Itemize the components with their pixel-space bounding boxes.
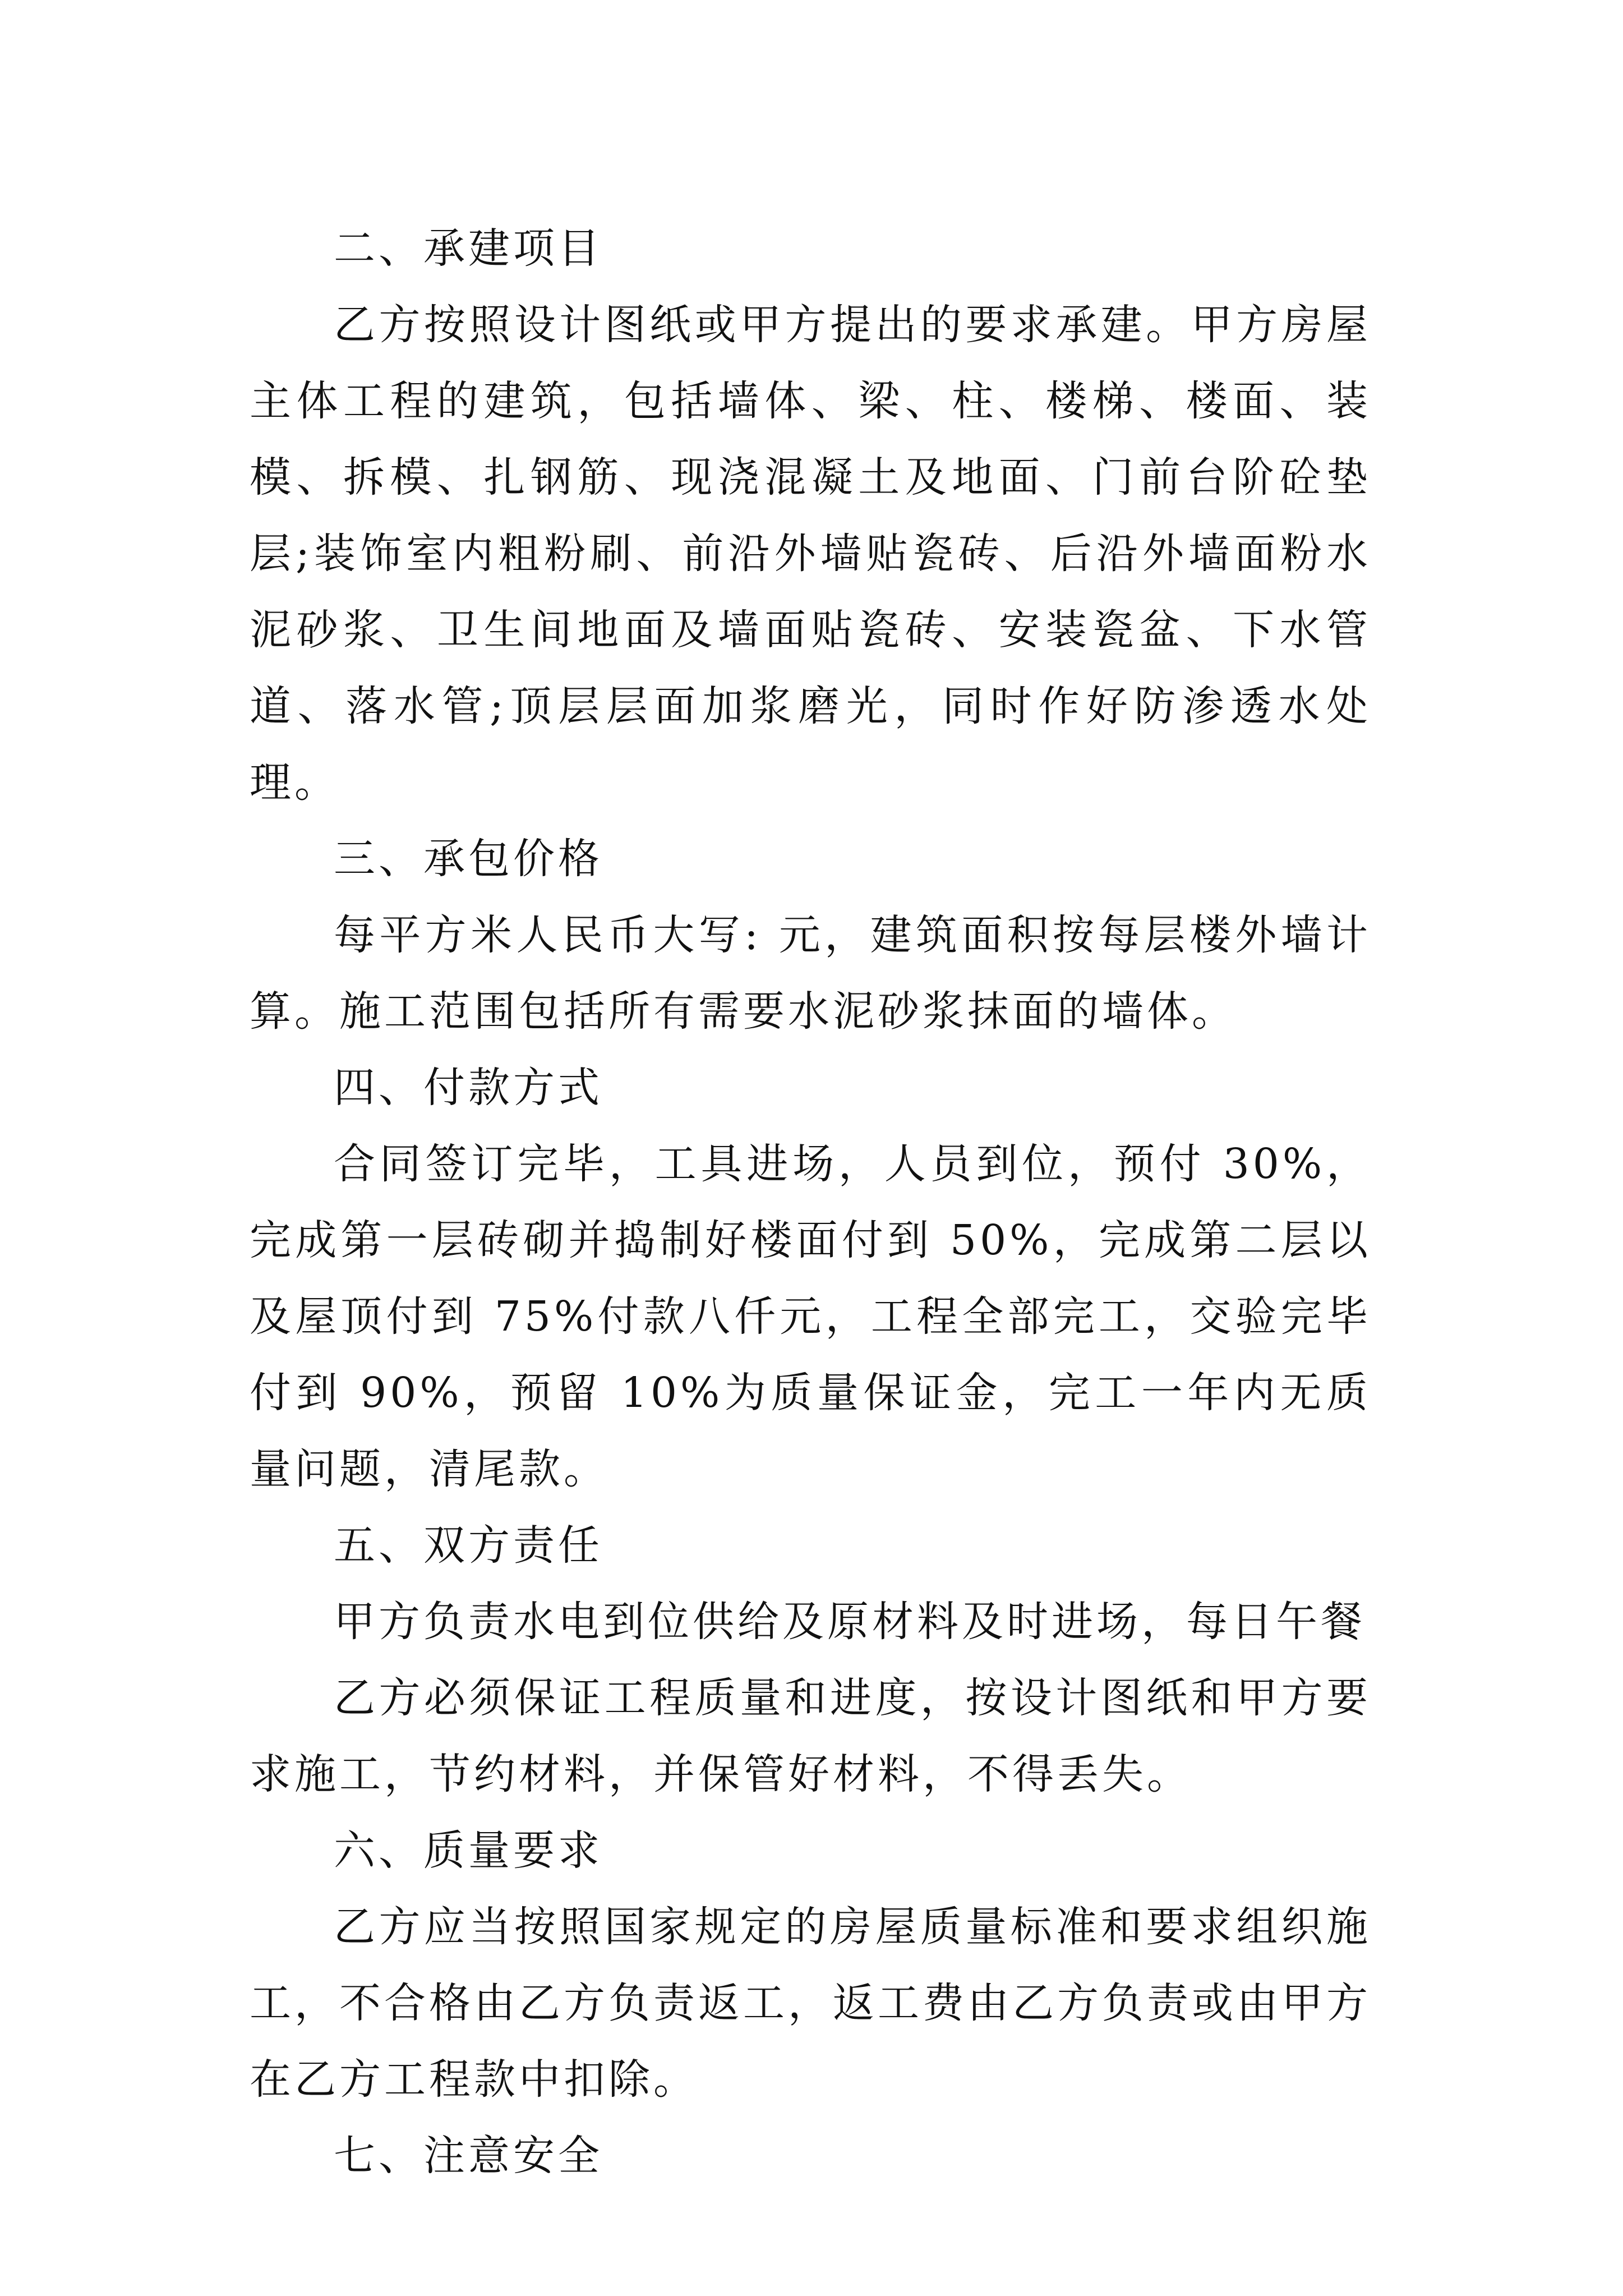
paragraph-price-terms: 每平方米人民币大写: 元，建筑面积按每层楼外墙计算。施工范围包括所有需要水泥砂浆抹面的墙体。	[250, 911, 1371, 1036]
section-heading-construction-project: 二、承建项目	[334, 224, 603, 273]
section-heading-safety: 七、注意安全	[334, 2132, 603, 2180]
document-page	[250, 210, 1371, 2194]
section-heading-contract-price: 三、承包价格	[334, 835, 603, 883]
section-heading-payment-method: 四、付款方式	[334, 1064, 603, 1112]
paragraph-party-b-responsibility: 乙方必须保证工程质量和进度，按设计图纸和甲方要求施工，节约材料，并保管好材料，不得丢失。	[250, 1674, 1371, 1798]
paragraph-payment-terms: 合同签订完毕，工具进场，人员到位，预付 30%，完成第一层砖砌并捣制好楼面付到 50%，完成第二层以及屋顶付到 75%付款八仟元，工程全部完工，交验完毕付到 90%，预留 10%为质量保证金，完工一年内无质量问题，清尾款。	[250, 1140, 1371, 1493]
paragraph-construction-scope: 乙方按照设计图纸或甲方提出的要求承建。甲方房屋主体工程的建筑，包括墙体、梁、柱、楼梯、楼面、装模、拆模、扎钢筋、现浇混凝土及地面、门前台阶砼垫层;装饰室内粗粉刷、前沿外墙贴瓷砖、后沿外墙面粉水泥砂浆、卫生间地面及墙面贴瓷砖、安装瓷盆、下水管道、落水管;顶层层面加浆磨光，同时作好防渗透水处理。	[250, 301, 1371, 807]
section-heading-responsibilities: 五、双方责任	[334, 1521, 603, 1570]
section-heading-quality-requirements: 六、质量要求	[334, 1826, 603, 1875]
paragraph-party-a-responsibility: 甲方负责水电到位供给及原材料及时进场，每日午餐	[334, 1598, 1366, 1646]
paragraph-quality-terms: 乙方应当按照国家规定的房屋质量标准和要求组织施工，不合格由乙方负责返工，返工费由乙方负责或由甲方在乙方工程款中扣除。	[250, 1903, 1371, 2104]
